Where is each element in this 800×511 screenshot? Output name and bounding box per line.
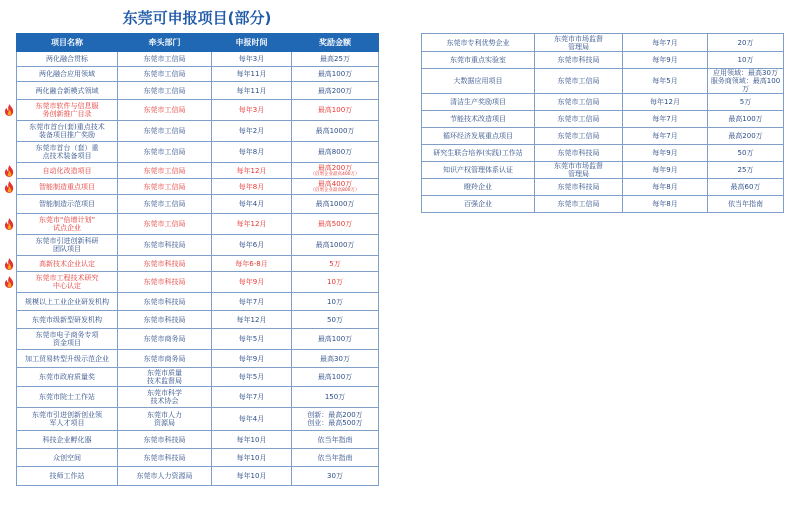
- department-cell: 东莞市工信局: [118, 179, 212, 195]
- project-name-cell: [17, 195, 118, 214]
- header-department: 牵头部门: [118, 34, 212, 52]
- reward-amount: 50万: [737, 149, 754, 157]
- apply-time-cell: 每年2月: [212, 121, 292, 142]
- apply-time-cell: 每年8月: [212, 179, 292, 195]
- reward-amount: 最高60万: [730, 183, 761, 191]
- reward-amount: 最高500万: [317, 220, 353, 228]
- apply-time-cell: 每年6-8月: [212, 256, 292, 272]
- apply-time-cell: 每年12月: [212, 311, 292, 329]
- project-name: 东莞市重点实验室: [450, 56, 506, 64]
- reward-amount: 150万: [324, 393, 346, 401]
- department-cell: 东莞市工信局: [535, 128, 623, 145]
- apply-time-cell: 每年9月: [212, 350, 292, 368]
- project-name-cell: [17, 121, 118, 142]
- reward-note: （倍增企业最高800万）: [310, 188, 360, 193]
- department-cell: 东莞市人力资源局: [118, 467, 212, 486]
- project-name-cell: [422, 94, 535, 111]
- project-name: 智能制造示范项目: [39, 200, 95, 208]
- table-header-row: [17, 34, 379, 52]
- project-name: 百强企业: [464, 200, 492, 208]
- project-name-cell: [422, 145, 535, 162]
- project-name-cell: [422, 179, 535, 196]
- table-row: [17, 387, 379, 408]
- reward-cell: [292, 179, 379, 195]
- reward-amount: 最高200万: [317, 86, 353, 95]
- department-cell: 东莞市科技局: [118, 431, 212, 449]
- header-project-name: 项目名称: [17, 34, 118, 52]
- project-name: 东莞市级新型研发机构: [32, 315, 102, 324]
- project-name-cell: [422, 69, 535, 94]
- apply-time-cell: 每年6月: [212, 235, 292, 256]
- department-cell: 东莞市工信局: [118, 214, 212, 235]
- apply-time-cell: 每年10月: [212, 431, 292, 449]
- flame-icon: [4, 218, 15, 230]
- reward-cell: [292, 214, 379, 235]
- reward-amount: 应用领域：最高30万 服务商领域：最高100万: [710, 69, 781, 93]
- project-name: 瞪羚企业: [464, 183, 492, 191]
- flame-icon: [4, 165, 15, 177]
- apply-time-cell: 每年10月: [212, 449, 292, 467]
- project-name-cell: [17, 256, 118, 272]
- project-name-cell: [422, 196, 535, 213]
- department-cell: 东莞市市场监督 管理局: [535, 34, 623, 52]
- department-cell: 东莞市市场监督 管理局: [535, 162, 623, 179]
- table-row: [17, 67, 379, 82]
- table-row: [422, 162, 784, 179]
- flame-icon: [4, 181, 15, 193]
- project-name: 东莞市工程技术研究 中心认定: [35, 274, 99, 290]
- apply-time-cell: 每年9月: [212, 272, 292, 293]
- project-name: 规模以上工业企业研发机构: [25, 297, 109, 306]
- table-row: [422, 111, 784, 128]
- header-apply-time: 申报时间: [212, 34, 292, 52]
- reward-amount: 10万: [327, 297, 343, 306]
- reward-amount: 50万: [327, 315, 343, 324]
- reward-cell: [292, 195, 379, 214]
- apply-time-cell: 每年11月: [212, 67, 292, 82]
- project-name: 节能技术改造项目: [450, 115, 506, 123]
- flame-icon: [4, 276, 15, 288]
- apply-time-cell: 每年9月: [623, 52, 708, 69]
- reward-amount: 最高25万: [320, 55, 350, 63]
- reward-cell: [292, 67, 379, 82]
- project-name: 东莞市电子商务专项 资金项目: [35, 331, 99, 347]
- reward-cell: [708, 94, 784, 111]
- apply-time-cell: 每年5月: [623, 69, 708, 94]
- reward-cell: [292, 293, 379, 311]
- department-cell: 东莞市科技局: [118, 256, 212, 272]
- table-row: [17, 100, 379, 121]
- department-cell: 东莞市科技局: [535, 179, 623, 196]
- page-title: 东莞可申报项目(部分): [122, 9, 272, 27]
- reward-amount: 最高800万: [317, 148, 353, 156]
- reward-amount: 最高100万: [317, 106, 353, 114]
- reward-amount: 10万: [737, 56, 754, 64]
- department-cell: 东莞市工信局: [118, 52, 212, 67]
- reward-amount: 最高100万: [317, 335, 353, 343]
- department-cell: 东莞市人力 资源局: [118, 408, 212, 431]
- reward-amount: 5万: [739, 98, 752, 106]
- table-row: [17, 163, 379, 179]
- project-name-cell: [17, 467, 118, 486]
- project-name: 东莞市院士工作站: [39, 393, 95, 401]
- department-cell: 东莞市工信局: [535, 69, 623, 94]
- reward-cell: [292, 235, 379, 256]
- reward-amount: 最高100万: [317, 373, 353, 381]
- table-row: [17, 431, 379, 449]
- project-name: 东莞市引进创新科研 团队项目: [35, 237, 99, 253]
- table-row: [17, 142, 379, 163]
- apply-time-cell: 每年12月: [212, 214, 292, 235]
- reward-cell: [292, 311, 379, 329]
- project-name: 技师工作站: [49, 472, 85, 480]
- reward-amount: 创新：最高200万 创业：最高500万: [307, 411, 363, 427]
- table-row: [422, 34, 784, 52]
- reward-cell: [292, 449, 379, 467]
- department-cell: 东莞市科技局: [535, 52, 623, 69]
- right-project-table: [421, 33, 784, 213]
- project-name: 知识产权管理体系认证: [443, 166, 513, 174]
- table-row: [17, 408, 379, 431]
- reward-cell: [292, 350, 379, 368]
- project-name-cell: [17, 408, 118, 431]
- project-name-cell: [422, 128, 535, 145]
- department-cell: 东莞市科技局: [118, 311, 212, 329]
- reward-amount: 最高1000万: [315, 241, 355, 249]
- table-row: [17, 293, 379, 311]
- table-row: [422, 69, 784, 94]
- project-name-cell: [422, 111, 535, 128]
- reward-amount: 最高100万: [728, 115, 763, 123]
- table-row: [17, 235, 379, 256]
- reward-cell: [708, 162, 784, 179]
- table-row: [422, 179, 784, 196]
- reward-cell: [708, 128, 784, 145]
- apply-time-cell: 每年3月: [212, 100, 292, 121]
- apply-time-cell: 每年7月: [212, 293, 292, 311]
- department-cell: 东莞市工信局: [118, 82, 212, 100]
- apply-time-cell: 每年7月: [212, 387, 292, 408]
- reward-amount: 最高30万: [320, 354, 350, 363]
- reward-amount: 10万: [327, 278, 343, 286]
- project-name-cell: [17, 67, 118, 82]
- table-row: [17, 121, 379, 142]
- reward-cell: [292, 408, 379, 431]
- project-name-cell: [17, 329, 118, 350]
- project-name-cell: [17, 214, 118, 235]
- department-cell: 东莞市科技局: [535, 145, 623, 162]
- project-name-cell: [17, 387, 118, 408]
- reward-amount: 依当年指南: [728, 200, 763, 208]
- apply-time-cell: 每年3月: [212, 52, 292, 67]
- table-row: [17, 82, 379, 100]
- table-row: [17, 179, 379, 195]
- reward-amount: 5万: [329, 259, 341, 268]
- department-cell: 东莞市工信局: [118, 163, 212, 179]
- table-row: [17, 467, 379, 486]
- reward-cell: [292, 368, 379, 387]
- reward-amount: 25万: [737, 166, 754, 174]
- apply-time-cell: 每年5月: [212, 368, 292, 387]
- project-name: 东莞市引进创新创业领 军人才项目: [32, 411, 102, 427]
- project-name: 两化融合新模式领域: [35, 86, 99, 95]
- project-name-cell: [17, 293, 118, 311]
- table-row: [17, 329, 379, 350]
- table-row: [17, 368, 379, 387]
- department-cell: 东莞市科学 技术协会: [118, 387, 212, 408]
- reward-note: （倍增企业最高400万）: [310, 172, 360, 177]
- department-cell: 东莞市科技局: [118, 235, 212, 256]
- apply-time-cell: 每年8月: [212, 142, 292, 163]
- left-project-table: [16, 33, 379, 486]
- reward-cell: [708, 34, 784, 52]
- flame-icon: [4, 104, 15, 116]
- apply-time-cell: 每年8月: [623, 196, 708, 213]
- reward-cell: [292, 82, 379, 100]
- reward-cell: [708, 111, 784, 128]
- department-cell: 东莞市工信局: [118, 100, 212, 121]
- project-name-cell: [422, 162, 535, 179]
- reward-cell: [708, 196, 784, 213]
- department-cell: 东莞市科技局: [118, 272, 212, 293]
- apply-time-cell: 每年12月: [212, 163, 292, 179]
- table-row: [17, 311, 379, 329]
- reward-cell: [292, 52, 379, 67]
- reward-cell: [292, 431, 379, 449]
- table-row: [422, 145, 784, 162]
- reward-amount: 最高1000万: [315, 200, 355, 208]
- department-cell: 东莞市工信局: [118, 121, 212, 142]
- project-name-cell: [17, 311, 118, 329]
- project-name-cell: [422, 34, 535, 52]
- apply-time-cell: 每年4月: [212, 408, 292, 431]
- project-name: 高新技术企业认定: [39, 259, 95, 268]
- project-name-cell: [17, 431, 118, 449]
- department-cell: 东莞市质量 技术监督局: [118, 368, 212, 387]
- reward-amount: 依当年指南: [317, 435, 353, 444]
- reward-cell: [708, 145, 784, 162]
- reward-amount: 最高200万: [728, 132, 763, 140]
- department-cell: 东莞市工信局: [118, 195, 212, 214]
- header-reward: 奖励金额: [292, 34, 379, 52]
- project-name: 众创空间: [53, 453, 81, 462]
- department-cell: 东莞市商务局: [118, 350, 212, 368]
- reward-amount: 最高100万: [317, 70, 353, 78]
- project-name: 两化融合应用领域: [39, 70, 95, 78]
- project-name-cell: [17, 163, 118, 179]
- table-row: [17, 214, 379, 235]
- project-name: 东莞市“倍增计划” 试点企业: [38, 216, 96, 232]
- table-row: [17, 52, 379, 67]
- reward-cell: [708, 179, 784, 196]
- apply-time-cell: 每年7月: [623, 111, 708, 128]
- reward-cell: [292, 100, 379, 121]
- apply-time-cell: 每年10月: [212, 467, 292, 486]
- department-cell: 东莞市工信局: [535, 94, 623, 111]
- reward-amount: 20万: [737, 38, 754, 47]
- project-name: 东莞市首台（套）重 点技术装备项目: [35, 144, 99, 160]
- apply-time-cell: 每年5月: [212, 329, 292, 350]
- reward-amount: 依当年指南: [317, 453, 353, 462]
- project-name-cell: [17, 368, 118, 387]
- project-name: 东莞市软件与信息服 务创新推广目录: [35, 102, 99, 118]
- reward-cell: [292, 272, 379, 293]
- apply-time-cell: 每年7月: [623, 34, 708, 52]
- reward-cell: [292, 329, 379, 350]
- reward-amount: 最高400万: [317, 180, 353, 188]
- apply-time-cell: 每年9月: [623, 145, 708, 162]
- reward-cell: [708, 52, 784, 69]
- project-name-cell: [17, 272, 118, 293]
- project-name-cell: [17, 179, 118, 195]
- department-cell: 东莞市工信局: [535, 196, 623, 213]
- project-name: 科技企业孵化器: [42, 435, 92, 444]
- reward-cell: [292, 142, 379, 163]
- table-row: [422, 196, 784, 213]
- project-name: 两化融合贯标: [46, 55, 88, 63]
- table-row: [17, 256, 379, 272]
- department-cell: 东莞市科技局: [118, 293, 212, 311]
- apply-time-cell: 每年9月: [623, 162, 708, 179]
- table-row: [422, 128, 784, 145]
- table-row: [17, 272, 379, 293]
- project-name: 智能制造重点项目: [39, 182, 95, 191]
- reward-cell: [292, 467, 379, 486]
- project-name: 东莞市政府质量奖: [39, 373, 95, 381]
- table-row: [17, 350, 379, 368]
- reward-cell: [292, 163, 379, 179]
- project-name-cell: [17, 52, 118, 67]
- department-cell: 东莞市工信局: [118, 67, 212, 82]
- reward-cell: [292, 121, 379, 142]
- department-cell: 东莞市科技局: [118, 449, 212, 467]
- project-name: 研究生联合培养(实践)工作站: [433, 149, 523, 157]
- project-name-cell: [17, 142, 118, 163]
- project-name-cell: [422, 52, 535, 69]
- reward-amount: 30万: [327, 472, 343, 480]
- project-name-cell: [17, 82, 118, 100]
- project-name: 东莞市专利优势企业: [446, 38, 510, 47]
- table-row: [17, 449, 379, 467]
- project-name: 大数据应用项目: [453, 77, 503, 85]
- reward-cell: [708, 69, 784, 94]
- project-name-cell: [17, 235, 118, 256]
- reward-cell: [292, 387, 379, 408]
- reward-cell: [292, 256, 379, 272]
- reward-amount: 最高200万: [317, 164, 353, 172]
- department-cell: 东莞市商务局: [118, 329, 212, 350]
- project-name: 东莞市首台(套)重点技术 装备项目推广奖励: [29, 123, 105, 139]
- project-name: 自动化改造项目: [42, 166, 92, 175]
- table-row: [422, 52, 784, 69]
- project-name-cell: [17, 449, 118, 467]
- apply-time-cell: 每年12月: [623, 94, 708, 111]
- department-cell: 东莞市工信局: [118, 142, 212, 163]
- flame-icon: [4, 258, 15, 270]
- project-name-cell: [17, 350, 118, 368]
- apply-time-cell: 每年11月: [212, 82, 292, 100]
- project-name: 加工贸易转型升级示范企业: [25, 354, 109, 363]
- project-name: 循环经济发展重点项目: [443, 132, 513, 140]
- apply-time-cell: 每年7月: [623, 128, 708, 145]
- reward-amount: 最高1000万: [315, 127, 355, 135]
- table-row: [17, 195, 379, 214]
- department-cell: 东莞市工信局: [535, 111, 623, 128]
- project-name-cell: [17, 100, 118, 121]
- project-name: 清洁生产奖励项目: [450, 98, 506, 106]
- table-row: [422, 94, 784, 111]
- apply-time-cell: 每年4月: [212, 195, 292, 214]
- apply-time-cell: 每年8月: [623, 179, 708, 196]
